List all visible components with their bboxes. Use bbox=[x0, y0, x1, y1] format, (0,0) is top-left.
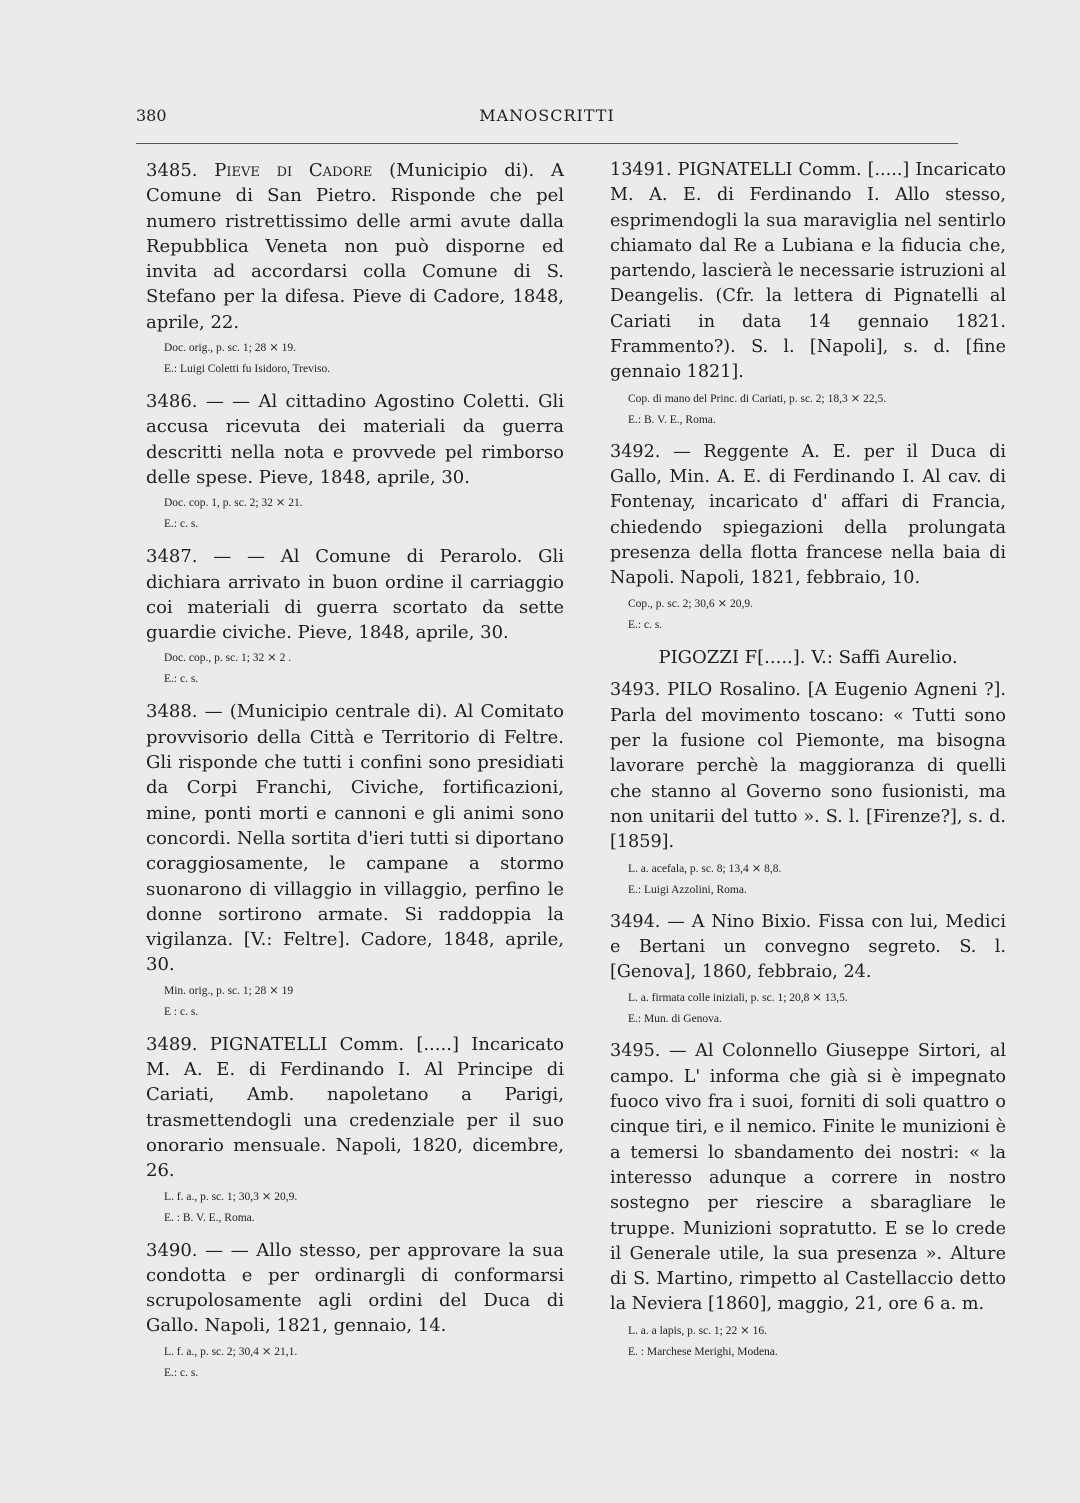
entry-note: E.: B. V. E., Roma. bbox=[628, 413, 716, 426]
header-rule bbox=[136, 143, 958, 144]
catalog-entry bbox=[146, 158, 564, 377]
entry-number: 3487. bbox=[146, 546, 198, 568]
entry-text bbox=[146, 158, 564, 335]
catalog-entry bbox=[610, 440, 1006, 634]
catalog-entry bbox=[146, 699, 564, 1019]
entry-note: L. f. a., p. sc. 1; 30,3 ⨯ 20,9. bbox=[164, 1190, 298, 1203]
catalog-entry bbox=[610, 1039, 1006, 1359]
entry-description: — (Municipio centrale di). Al Comitato provvisorio della Città e Territorio di Feltre. Gli risponde che tutti i confini sono presidiati da Corpi Franchi, Civiche, fortificazioni, mine, ponti morti e cannoni e gli animi sono concordi. Nella sortita d'ieri tutti si diportano coraggiosamente, le campane a stormo suonarono di villaggio in villaggio, perfino le donne sortirono armate. Si raddoppia la vigilanza. [V.: Feltre]. Cadore, 1848, aprile, 30. bbox=[146, 701, 564, 976]
catalog-entry bbox=[610, 910, 1006, 1028]
catalog-entry bbox=[610, 158, 1006, 428]
entry-number: 3493. bbox=[610, 680, 661, 701]
entry-note: Doc. orig., p. sc. 1; 28 ⨯ 19. bbox=[164, 342, 296, 355]
right-column bbox=[610, 158, 1006, 1372]
entry-number: 3494. bbox=[610, 911, 661, 932]
entry-note: E.: Luigi Azzolini, Roma. bbox=[628, 883, 747, 896]
entry-number: 13491. bbox=[610, 160, 672, 180]
entry-description: — — Al Comune di Perarolo. Gli dichiara arrivato in buon ordine il carriaggio coi materiali di guerra scortato da sette guardie civiche. Pieve, 1848, aprile, 30. bbox=[146, 546, 564, 644]
entry-note: E.: c. s. bbox=[164, 673, 199, 686]
entry-note: Doc. cop., p. sc. 1; 32 ⨯ 2 . bbox=[164, 652, 292, 665]
entry-description: PIGNATELLI Comm. [.....] Incaricato M. A. E. di Ferdinando I. Al Principe di Cariati, Amb. napoletano a Parigi, trasmettendogli una credenziale per il suo onorario mensuale. Napoli, 1820, dicembre, 26. bbox=[146, 1033, 564, 1182]
entry-note: Doc. cop. 1, p. sc. 2; 32 ⨯ 21. bbox=[164, 497, 303, 510]
entry-number: 3489. bbox=[146, 1033, 198, 1055]
catalog-entry bbox=[146, 389, 564, 532]
catalog-entry bbox=[610, 678, 1006, 897]
entry-note: E.: c. s. bbox=[628, 619, 663, 632]
entry-text bbox=[610, 158, 1006, 386]
entry-note: E.: c. s. bbox=[164, 518, 199, 531]
entry-note: E.: Mun. di Genova. bbox=[628, 1013, 722, 1026]
entry-number: 3486. bbox=[146, 391, 198, 413]
entry-description: — — Al cittadino Agostino Coletti. Gli accusa ricevuta dei materiali da guerra descritti nella nota e provvede pel rimborso delle spese. Pieve, 1848, aprile, 30. bbox=[146, 391, 565, 488]
entry-note: E.: Luigi Coletti fu Isidoro, Treviso. bbox=[164, 363, 331, 376]
entry-note: Cop. di mano del Princ. di Cariati, p. sc. 2; 18,3 ⨯ 22,5. bbox=[628, 392, 887, 405]
entry-number: 3490. bbox=[146, 1239, 198, 1261]
entry-note: Cop., p. sc. 2; 30,6 ⨯ 20,9. bbox=[628, 598, 753, 611]
entry-text bbox=[146, 699, 564, 977]
entry-text bbox=[146, 1032, 564, 1184]
entry-note: E. : B. V. E., Roma. bbox=[164, 1211, 255, 1224]
entry-description: — A Nino Bixio. Fissa con lui, Medici e Bertani un convegno segreto. S. l. [Genova], 1860, febbraio, 24. bbox=[610, 911, 1007, 983]
entry-text bbox=[610, 1039, 1006, 1317]
entry-text bbox=[610, 440, 1006, 592]
entry-place-name: Pieve di Cadore bbox=[214, 160, 373, 181]
entry-note: E. : Marchese Merighi, Modena. bbox=[628, 1345, 778, 1358]
entry-text bbox=[146, 544, 564, 645]
entry-number: 3488. bbox=[146, 701, 198, 723]
catalog-entry bbox=[146, 1238, 564, 1381]
entry-description: PIGNATELLI Comm. [.....] Incaricato M. A. E. di Ferdinando I. Allo stesso, esprimendogli la sua maraviglia nel sentirlo chiamato dal Re a Lubiana e la fiducia che, partendo, lascierà le necessarie istruzioni al Deangelis. (Cfr. la lettera di Pignatelli al Cariati in data 14 gennaio 1821. Frammento?). S. l. [Napoli], s. d. [fine gennaio 1821]. bbox=[610, 160, 1006, 383]
entry-description: PILO Rosalino. [A Eugenio Agneni ?]. Parla del movimento toscano: « Tutti sono per la fusione col Piemonte, ma bisogna lavorare perchè la maggioranza di quelli che stanno al Governo sono fusionisti, ma non unitarii del tutto ». S. l. [Firenze?], s. d. [1859]. bbox=[610, 680, 1007, 853]
entry-description: — Reggente A. E. per il Duca di Gallo, Min. A. E. di Ferdinando I. Al cav. di Fontenay, incaricato d' affari di Francia, chiedendo spiegazioni della prolungata presenza della flotta francese nella baia di Napoli. Napoli, 1821, febbraio, 10. bbox=[610, 441, 1006, 589]
entry-description: (Municipio di). A Comune di San Pietro. Risponde che pel numero ristrettissimo delle armi avute dalla Repubblica Veneta non può disporne ed invita ad accordarsi colla Comune di S. Stefano per la difesa. Pieve di Cadore, 1848, aprile, 22. bbox=[146, 160, 564, 333]
entry-description: — Al Colonnello Giuseppe Sirtori, al campo. L' informa che già si è impegnato fuoco vivo fra i suoi, forniti di soli quattro o cinque tiri, e il nemico. Finite le munizioni è a temersi lo sbandamento dei nostri: « la interesso adunque a correre in nostro sostegno per riescire a sbaragliare le truppe. Munizioni sopratutto. E se lo crede il Generale utile, la sua presenza ». Alture di S. Martino, rimpetto al Castellaccio detto la Neviera [1860], maggio, 21, ore 6 a. m. bbox=[610, 1041, 1006, 1315]
entry-description: — — Allo stesso, per approvare la sua condotta e per ordinargli di conformarsi scrupolosamente agli ordini del Duca di Gallo. Napoli, 1821, gennaio, 14. bbox=[146, 1239, 564, 1337]
entry-text bbox=[610, 678, 1006, 855]
entry-text bbox=[610, 910, 1006, 986]
entry-number: 3485. bbox=[146, 160, 198, 181]
entry-text bbox=[146, 389, 564, 490]
cross-reference-heading: PIGOZZI F[.....]. V.: Saffi Aurelio. bbox=[658, 647, 958, 669]
entry-note: E : c. s. bbox=[164, 1005, 199, 1018]
catalog-entry bbox=[146, 544, 564, 687]
entry-note: L. a. a lapis, p. sc. 1; 22 ⨯ 16. bbox=[628, 1324, 767, 1337]
entry-note: L. a. firmata colle iniziali, p. sc. 1; 20,8 ⨯ 13,5. bbox=[628, 992, 848, 1005]
catalog-entry bbox=[146, 1032, 564, 1226]
page-number: 380 bbox=[136, 106, 167, 125]
entry-note: L. f. a., p. sc. 2; 30,4 ⨯ 21,1. bbox=[164, 1345, 298, 1358]
entry-note: E.: c. s. bbox=[164, 1366, 199, 1379]
entry-note: Min. orig., p. sc. 1; 28 ⨯ 19 bbox=[164, 984, 294, 997]
entry-note: L. a. acefala, p. sc. 8; 13,4 ⨯ 8,8. bbox=[628, 862, 782, 875]
left-column bbox=[146, 158, 564, 1393]
entry-text bbox=[146, 1238, 564, 1339]
entry-number: 3492. bbox=[610, 441, 661, 462]
entry-number: 3495. bbox=[610, 1041, 661, 1062]
running-title: MANOSCRITTI bbox=[479, 106, 615, 125]
page-header bbox=[136, 106, 958, 132]
